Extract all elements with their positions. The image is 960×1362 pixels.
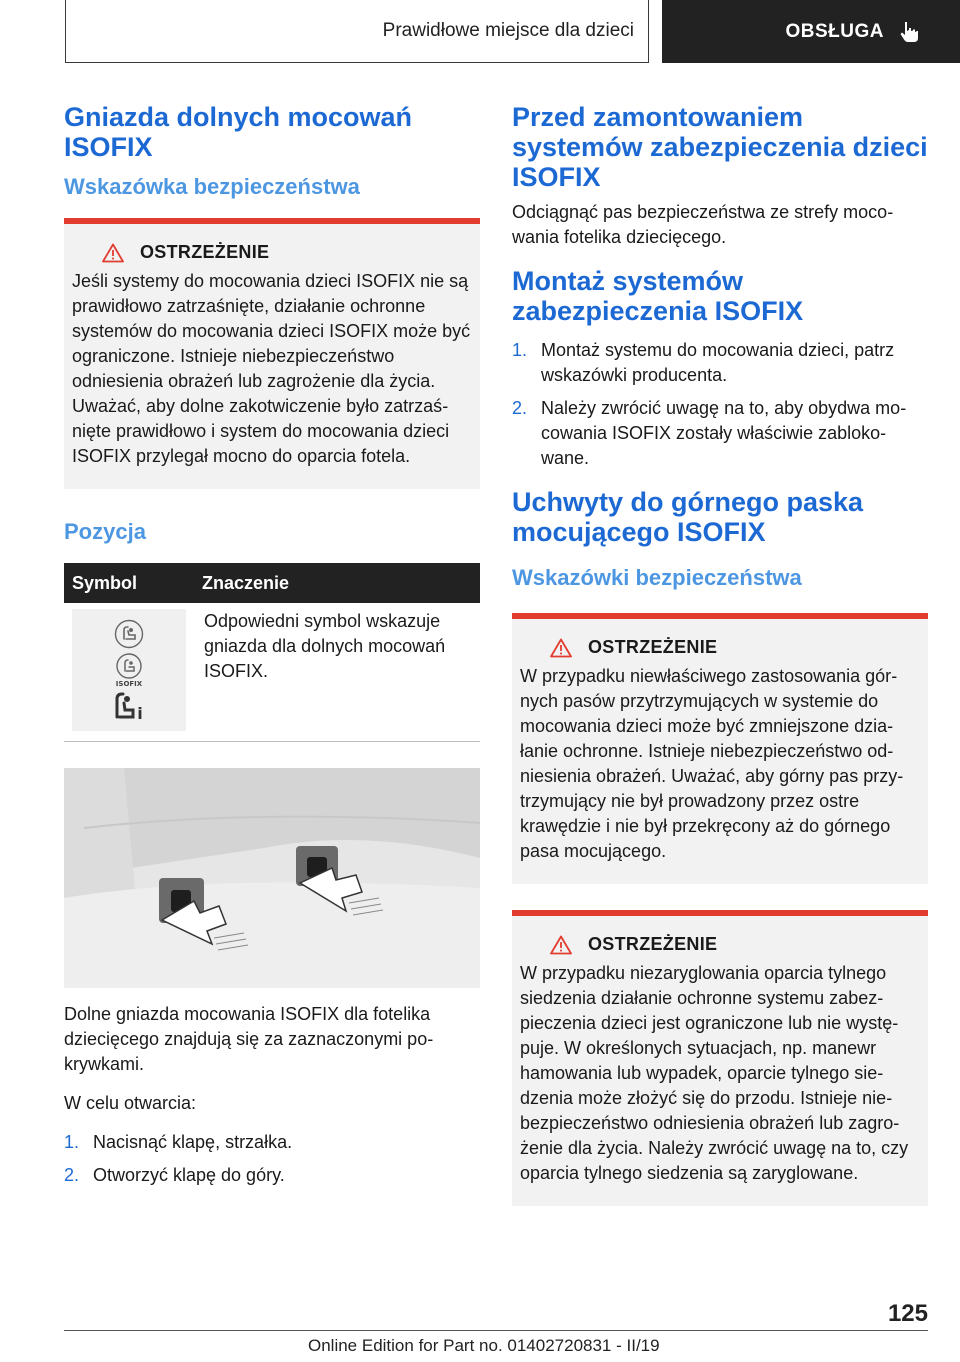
hand-pointer-icon [898, 20, 920, 44]
installation-steps [512, 338, 928, 471]
seat-anchor-photo [64, 768, 480, 988]
warning-triangle-icon [102, 243, 124, 263]
warning-triangle-icon [550, 935, 572, 955]
safety-note-heading: Wskazówka bezpieczeństwa [64, 174, 360, 199]
info-letter: i [137, 704, 143, 721]
isofix-seat-icon [114, 653, 144, 687]
table-header-meaning: Znaczenie [194, 563, 480, 603]
list-item: 2. Należy zwrócić uwagę na to, aby obydwa mocowania ISOFIX zostały właściwie zablokowane. [512, 398, 907, 468]
child-seat-icon [114, 619, 144, 649]
list-item: 1. Nacisnąć klapę, strzałka. [64, 1132, 293, 1152]
list-item: 1. Montaż systemu do mocowania dzieci, patrz wskazówki producenta. [512, 340, 895, 385]
symbol-meaning: Odpowiedni symbol wskazuje gniazda dla dolnych mocowań ISOFIX. [204, 611, 446, 681]
position-heading: Pozycja [64, 519, 146, 544]
warning-label: OSTRZEŻENIE [588, 934, 718, 954]
warning-label: OSTRZEŻENIE [588, 637, 718, 657]
warning-text: Jeśli systemy do mocowania dzieci ISOFIX nie są prawidłowo zatrzaśnięte, działanie ochronne systemów do mocowania dzieci ISOFIX może być ograniczone. Istnieje niebezpieczeństwo odniesienia obrażeń lub zagrożenie dla życia. Uważać, aby dolne zakotwiczenie było zatrzaśnięte prawidłowo i system do mocowania dzieci ISOFIX przylegał mocno do oparcia fotela. [72, 271, 471, 466]
page-number: 125 [887, 1300, 928, 1327]
warning-box-isofix [64, 218, 480, 489]
warning-box-backrest [512, 910, 928, 1206]
top-tether-title: Uchwyty do górnego paska mocującego ISOFIX [512, 487, 864, 547]
warning-title [520, 637, 920, 658]
open-intro: W celu otwarcia: [64, 1093, 197, 1113]
header-section-tab [65, 0, 649, 63]
warning-triangle-icon [550, 638, 572, 658]
header-section-title: Prawidłowe miejsce dla dzieci [382, 20, 634, 41]
table-row [64, 603, 480, 731]
open-steps [64, 1130, 480, 1188]
before-installation-title: Przed zamontowaniem systemów zabezpieczenia dzieci ISOFIX [512, 102, 928, 192]
warning-text: W przypadku niezaryglowania oparcia tylnego siedzenia działanie ochronne systemu zabezpieczenia dzieci jest ograniczone lub nie występuje. W określonych sytuacjach, np. manewr hamowania lub wypadek, oparcie tylnego siedzenia może złożyć się do przodu. Istnieje niebezpieczeństwo odniesienia obrażeń lub zagrożenie dla życia. Należy zwrócić uwagę na to, czy oparcia tylnego siedzenia są zaryglowane. [520, 963, 909, 1183]
isofix-caption: ISOFIX [115, 680, 143, 687]
warning-box-tether [512, 613, 928, 884]
header-chapter-tab [662, 0, 960, 63]
before-installation-text: Odciągnąć pas bezpieczeństwa ze strefy mocowania fotelika dziecięcego. [512, 202, 894, 247]
photo-caption: Dolne gniazda mocowania ISOFIX dla fotelika dziecięcego znajdują się za zaznaczonymi pokrywkami. [64, 1004, 434, 1074]
symbol-table [64, 563, 480, 731]
installation-title: Montaż systemów zabezpieczenia ISOFIX [512, 266, 804, 326]
isofix-symbols [72, 609, 186, 731]
header-chapter-label: OBSŁUGA [785, 20, 884, 42]
isofix-anchorages-title: Gniazda dolnych mocowań ISOFIX [64, 102, 413, 162]
table-bottom-rule [64, 741, 480, 742]
footer-edition: Online Edition for Part no. 01402720831 - II/19 [308, 1336, 660, 1355]
warning-title [520, 934, 920, 955]
left-column [64, 102, 480, 1202]
warning-label: OSTRZEŻENIE [140, 242, 270, 262]
footer-rule [64, 1330, 928, 1331]
right-column [512, 102, 928, 1206]
warning-text: W przypadku niewłaściwego zastosowania górnych pasów przytrzymujących w systemie do mocowania dzieci może być zmniejszone działanie ochronne. Istnieje niebezpieczeństwo odniesienia obrażeń. Uważać, aby górny pas przytrzymujący nie był prowadzony przez ostre krawędzie i nie był przekręcony aż do górnego pasa mocującego. [520, 666, 904, 861]
list-item: 2. Otworzyć klapę do góry. [64, 1165, 285, 1185]
warning-title [72, 242, 472, 263]
child-seat-info-icon [113, 691, 145, 721]
table-header-symbol: Symbol [64, 563, 194, 603]
safety-notes-heading: Wskazówki bezpieczeństwa [512, 565, 802, 590]
